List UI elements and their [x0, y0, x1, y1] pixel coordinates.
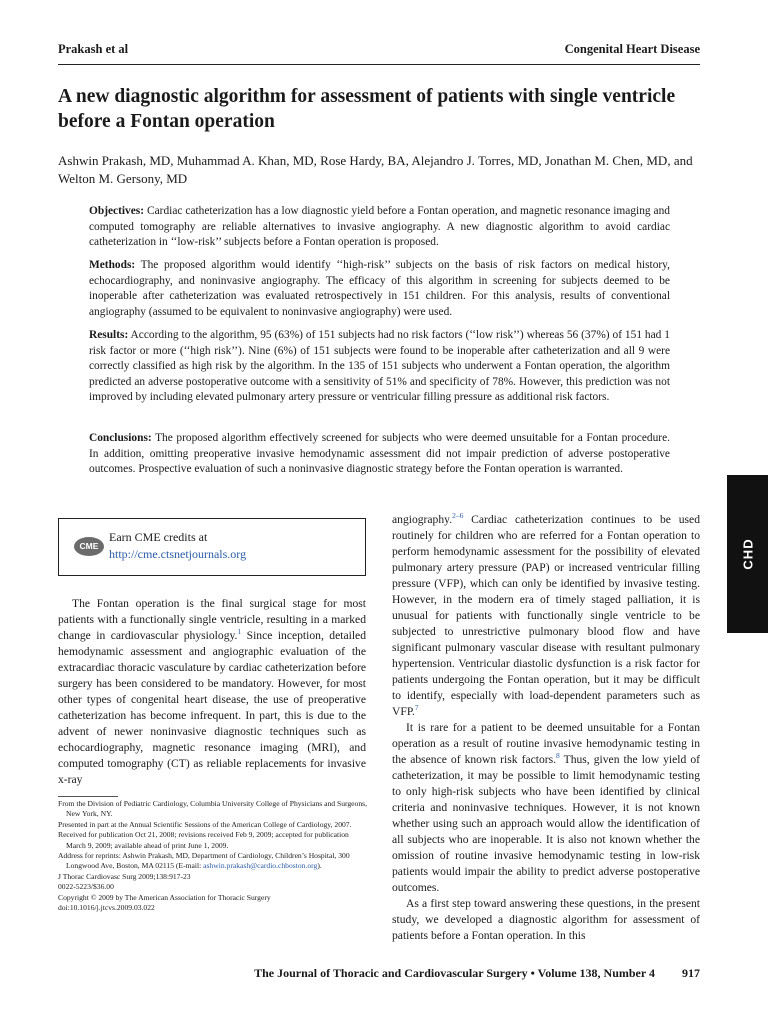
abstract-objectives-text: Cardiac catheterization has a low diagnostic yield before a Fontan operation, and magnetic resonance imaging and computed tomography are reliable alternatives to invasive angiography. A new diagnostic algorithm to avoid cardiac catheterization in ‘‘low-risk’’ subjects before a Fontan operation is proposed.: [89, 205, 670, 249]
abstract-results-label: Results:: [89, 329, 129, 341]
footnote-copyright: Copyright © 2009 by The American Association for Thoracic Surgery: [58, 892, 271, 902]
author-list: Ashwin Prakash, MD, Muhammad A. Khan, MD, Rose Hardy, BA, Alejandro J. Torres, MD, Jonathan M. Chen, MD, and Welton M. Gersony, MD: [58, 153, 693, 186]
running-header-section: Congenital Heart Disease: [564, 42, 700, 56]
footnote-issn: 0022-5223/$36.00: [58, 882, 114, 892]
cme-text: Earn CME credits at: [109, 530, 208, 544]
abstract-objectives: [89, 204, 670, 251]
abstract-objectives-label: Objectives:: [89, 205, 145, 217]
reference-link[interactable]: 7: [414, 703, 419, 713]
body-paragraph: angiography.$^{2-6}$ Cardiac catheterization continues to be used routinely for children who are referred for a Fontan operation to perform hemodynamic assessment for the possibility of elevated pulmonary artery pressure (PAP) or increased ventricular filling pressure (VFP), which can only be identified by invasive testing. However, in the modern era of timely staged palliation, it is unusual for patients with functionally single ventricle to be subjected to unrestrictive pulmonary blood flow and have significant pulmonary vascular disease with resultant pulmonary hypertension. Ventricular diastolic dysfunction is a risk factor for patients undergoing the Fontan operation, but it may be difficult to identify, especially with load-dependent parameters such as VFP.$^7$: [392, 511, 700, 718]
reprint-email-link[interactable]: ashwin.prakash@cardio.chboston.org: [203, 861, 318, 871]
abstract-methods-text: The proposed algorithm would identify ‘‘high-risk’’ subjects on the basis of risk factors on medical history, echocardiography, and noninvasive angiography. The efficacy of this algorithm in screening for subjects deemed to be inoperable after catheterization was evaluated retrospectively in 151 children. For this analysis, results of conventional angiography (assumed to be equivalent to noninvasive angiography) were used.: [89, 259, 670, 318]
body-column-left: [58, 596, 366, 788]
article-title: A new diagnostic algorithm for assessment of patients with single ventricle before a Fontan operation: [58, 86, 676, 132]
abstract-conclusions-label: Conclusions:: [89, 432, 152, 444]
footer-journal: The Journal of Thoracic and Cardiovascular Surgery • Volume 138, Number 4: [254, 966, 655, 980]
abstract-results: [89, 328, 670, 406]
footnote-reprints: Address for reprints: Ashwin Prakash, MD, Department of Cardiology, Children’s Hospital, 300 Longwood Ave, Boston, MA 02115 (E-mail: ashwin.prakash@cardio.chboston.org).: [58, 851, 350, 871]
footnote-rule: [58, 796, 118, 797]
header-rule: [58, 64, 700, 65]
page-footer: [58, 966, 700, 981]
footnotes: [58, 799, 368, 913]
reference-link[interactable]: 8: [556, 751, 560, 761]
cme-logo-icon: CME: [74, 537, 104, 556]
footnote-doi: doi:10.1016/j.jtcvs.2009.03.022: [58, 903, 155, 913]
footnote-affiliation: From the Division of Pediatric Cardiology, Columbia University College of Physicians and Surgeons, New York, NY.: [58, 799, 367, 819]
reference-link[interactable]: 2–6: [452, 511, 464, 521]
body-paragraph: The Fontan operation is the final surgical stage for most patients with a functionally single ventricle, resulting in a marked change in cardiovascular physiology.$^1$ Since inception, detailed hemodynamic assessment and angiographic evaluation of the extracardiac thoracic vasculature by cardiac catheterization before surgery has been considered to be mandatory. However, for most other types of congenital heart disease, the use of preoperative catheterization has become infrequent. In part, this is due to the advent of newer noninvasive diagnostic techniques such as echocardiography, magnetic resonance imaging (MRI), and computed tomography (CT) as reliable replacements for invasive x-ray: [58, 597, 366, 786]
abstract-methods: [89, 258, 670, 320]
body-paragraph: It is rare for a patient to be deemed unsuitable for a Fontan operation as a result of routine invasive hemodynamic testing in the absence of known risk factors.$^8$ Thus, given the low yield of catheterization, it may be possible to limit hemodynamic testing to only high-risk subjects who have been identified by clinical criteria and noninvasive techniques. However, it is not known whether using such an approach would allow the identification of all subjects who are inoperable. It is also not known whether the omission of routine invasive hemodynamic testing in low-risk patients would impair the ability to predict adverse postoperative outcomes.: [392, 721, 700, 894]
cme-link[interactable]: http://cme.ctsnetjournals.org: [109, 547, 247, 561]
abstract-conclusions-text: The proposed algorithm effectively screened for subjects who were deemed unsuitable for a Fontan procedure. In addition, omitting preoperative invasive hemodynamic assessment did not impair prediction of adverse postoperative outcomes. Prospective evaluation of such a noninvasive diagnostic strategy before the Fontan operation is warranted.: [89, 432, 670, 476]
body-column-right: [392, 512, 700, 944]
abstract-methods-label: Methods:: [89, 259, 136, 271]
footnote-presented: Presented in part at the Annual Scientific Sessions of the American College of Cardiology, 2007.: [58, 819, 352, 829]
side-tab-label: CHD: [740, 538, 755, 570]
section-side-tab: [727, 475, 768, 633]
page-number: 917: [682, 966, 700, 980]
abstract-results-text: According to the algorithm, 95 (63%) of 151 subjects had no risk factors (‘‘low risk’’) whereas 56 (37%) of 151 had 1 risk factor or more (‘‘high risk’’). Nine (6%) of 151 subjects were found to be inoperable after catheterization and all 9 were correctly classified as high risk by the algorithm. In the 135 of 151 subjects who underwent a Fontan operation, the algorithm predicted an adverse postoperative outcome with a sensitivity of 51% and specificity of 78%. However, this prediction was not improved by including elevated pulmonary artery pressure or ventricular filling pressure as additional risk factors.: [89, 329, 670, 404]
reference-link[interactable]: 1: [237, 627, 242, 637]
body-paragraph: As a first step toward answering these questions, in the present study, we developed a diagnostic algorithm for assessment of patients before a Fontan operation. In this: [392, 897, 700, 942]
abstract-conclusions: [89, 431, 670, 478]
footnote-received: Received for publication Oct 21, 2008; revisions received Feb 9, 2009; accepted for publication March 9, 2009; available ahead of print June 1, 2009.: [58, 830, 349, 850]
footnote-citation: J Thorac Cardiovasc Surg 2009;138:917-23: [58, 871, 191, 881]
cme-box: [58, 518, 366, 576]
running-header-authors: Prakash et al: [58, 42, 129, 56]
